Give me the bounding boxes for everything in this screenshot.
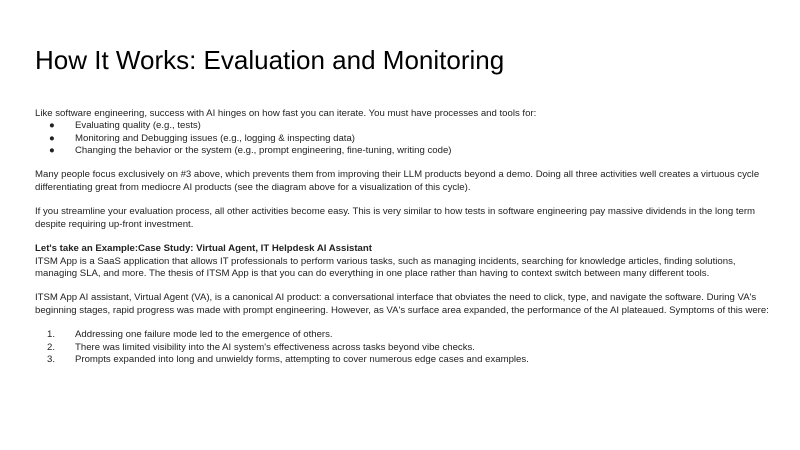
spacer bbox=[35, 194, 770, 206]
streamline-paragraph: If you streamline your evaluation process, all other activities become easy. This is very similar to how tests in software engineering pay massive dividends in the long term despite requiring up-front investment. bbox=[35, 206, 756, 230]
list-number: 1. bbox=[47, 329, 56, 341]
list-number: 3. bbox=[47, 353, 56, 365]
case-study-heading: Let's take an Example:Case Study: Virtual Agent, IT Helpdesk AI Assistant bbox=[35, 243, 372, 255]
bullet-icon: ● bbox=[49, 132, 55, 144]
spacer bbox=[35, 231, 770, 243]
intro-paragraph: Like software engineering, success with AI hinges on how fast you can iterate. You must have processes and tools for: bbox=[35, 108, 537, 119]
spacer bbox=[35, 157, 770, 169]
symptom-item bbox=[35, 354, 770, 366]
bullet-text: Monitoring and Debugging issues (e.g., logging & inspecting data) bbox=[75, 132, 355, 144]
symptom-text: Prompts expanded into long and unwieldy forms, attempting to cover numerous edge cases and examples. bbox=[75, 353, 529, 365]
bullet-text: Changing the behavior or the system (e.g., prompt engineering, fine-tuning, writing code) bbox=[75, 144, 452, 156]
symptoms-list bbox=[35, 329, 770, 366]
symptom-text: There was limited visibility into the AI system's effectiveness across tasks beyond vibe checks. bbox=[75, 341, 475, 353]
bullet-item bbox=[35, 120, 770, 132]
bullet-text: Evaluating quality (e.g., tests) bbox=[75, 120, 201, 132]
symptom-item bbox=[35, 329, 770, 341]
bullet-item bbox=[35, 145, 770, 157]
bullet-item bbox=[35, 133, 770, 145]
itsm-app-paragraph: ITSM App is a SaaS application that allows IT professionals to perform various tasks, such as managing incidents, searching for knowledge articles, finding solutions, managing SLA, and more. The thesis of ITSM App is that you can do everything in one place rather than having to context switch between many different tools. bbox=[35, 255, 736, 279]
focus-paragraph: Many people focus exclusively on #3 above, which prevents them from improving their LLM products beyond a demo. Doing all three activities well creates a virtuous cycle differentiating great from mediocre AI products (see the diagram above for a visualization of this cycle). bbox=[35, 169, 760, 193]
symptom-item bbox=[35, 342, 770, 354]
process-bullet-list bbox=[35, 120, 770, 157]
spacer bbox=[35, 317, 770, 329]
slide-title: How It Works: Evaluation and Monitoring bbox=[35, 45, 505, 75]
list-number: 2. bbox=[47, 341, 56, 353]
slide-body bbox=[35, 108, 770, 366]
symptom-text: Addressing one failure mode led to the emergence of others. bbox=[75, 329, 333, 341]
bullet-icon: ● bbox=[49, 144, 55, 156]
virtual-agent-paragraph: ITSM App AI assistant, Virtual Agent (VA), is a canonical AI product: a conversational interface that obviates the need to click, type, and navigate the software. During VA's beginning stages, rapid progress was made with prompt engineering. However, as VA's surface area expanded, the performance of the AI plateaued. Symptoms of this were: bbox=[35, 292, 769, 316]
spacer bbox=[35, 280, 770, 292]
bullet-icon: ● bbox=[49, 120, 55, 132]
